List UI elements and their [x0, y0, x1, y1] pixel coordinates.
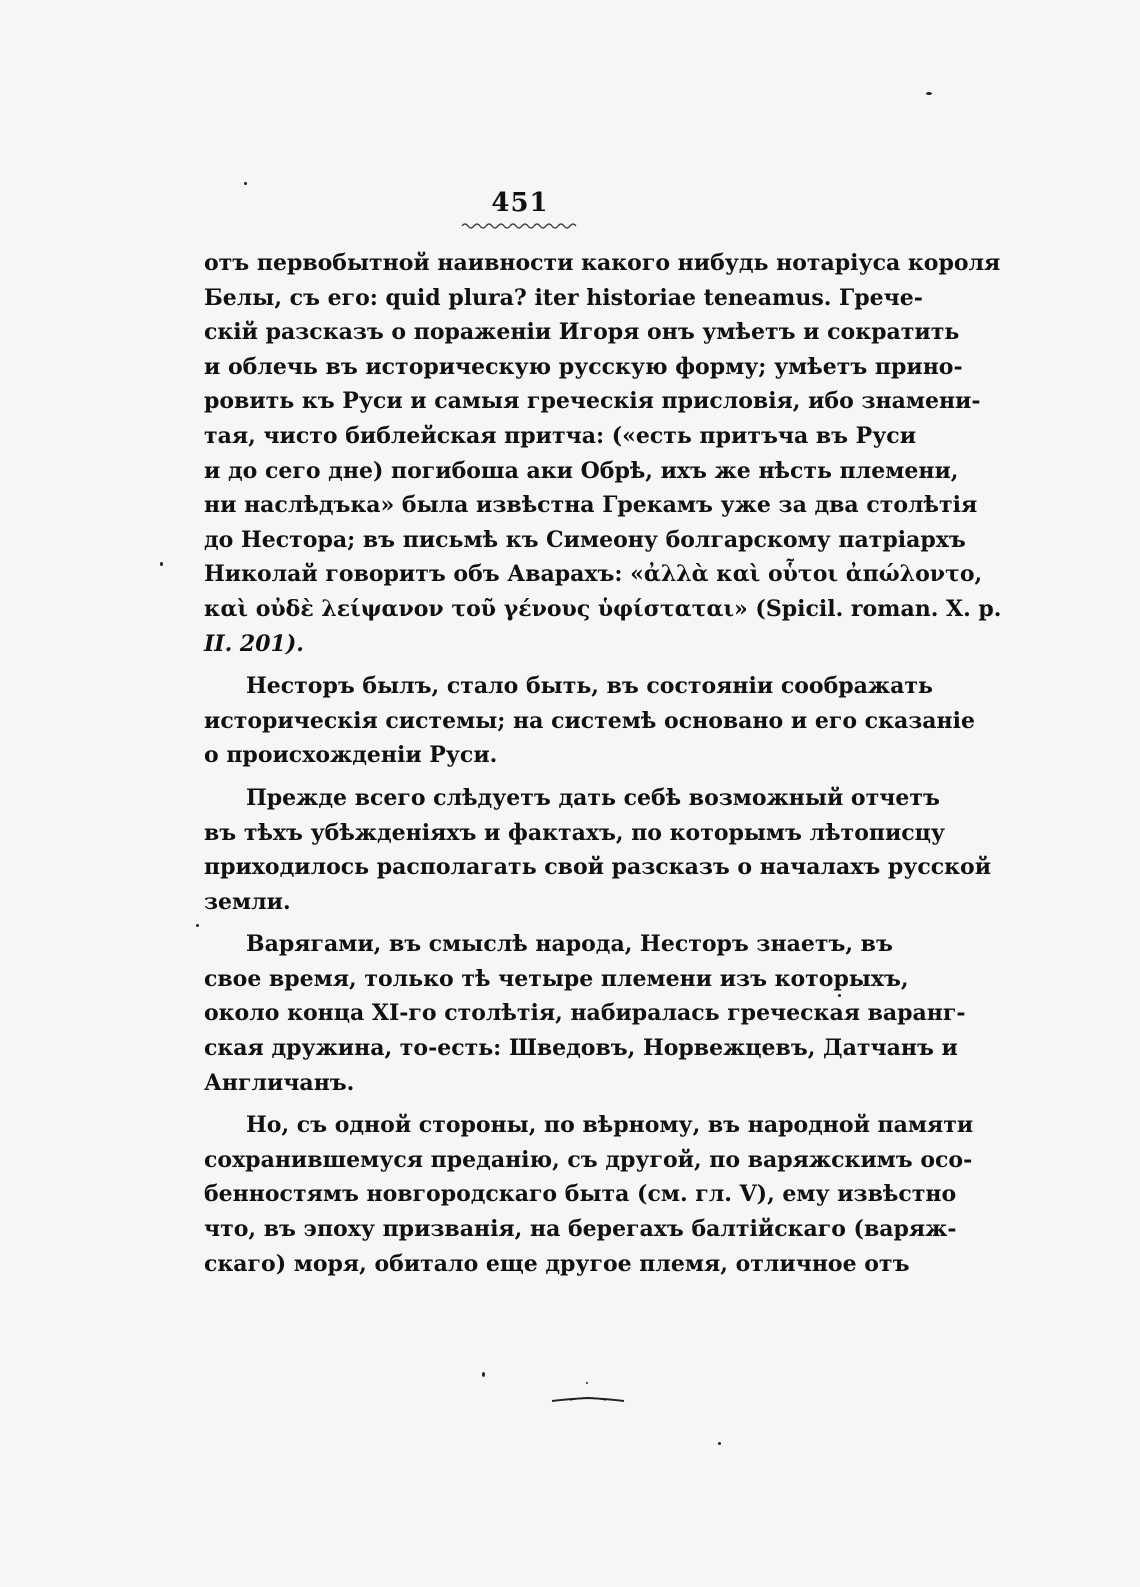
text-line: историческія системы; на системѣ основано и его сказаніе: [204, 707, 975, 734]
text-line: Но, съ одной стороны, по вѣрному, въ народной памяти: [246, 1112, 974, 1139]
scan-speck: [926, 92, 932, 95]
scan-speck: [196, 924, 199, 927]
text-line: καὶ οὐδὲ λείψανον τοῦ γένους ὑφίσταται» (Spicil. roman. X. p.: [204, 595, 1002, 622]
text-line: Варягами, въ смыслѣ народа, Несторъ знаетъ, въ: [246, 931, 893, 958]
text-line: ская дружина, то-есть: Шведовъ, Норвежцевъ, Датчанъ и: [204, 1035, 958, 1062]
paragraph-4: [204, 927, 966, 1100]
text-line: сохранившемуся преданію, съ другой, по варяжскимъ осо-: [204, 1146, 973, 1173]
text-line: бенностямъ новгородскаго быта (см. гл. V), ему извѣстно: [204, 1181, 957, 1208]
paragraph-1: [204, 246, 1002, 661]
text-line: тая, чисто библейская притча: («есть притъча въ Руси: [204, 422, 917, 449]
paragraph-3: [204, 781, 992, 919]
text-line: Англичанъ.: [204, 1069, 355, 1096]
text-line: ровить къ Руси и самыя греческія присловія, ибо знамени-: [204, 388, 981, 415]
paragraph-2: [204, 669, 975, 773]
body-text: [204, 246, 1002, 1281]
scan-speck: [718, 1442, 721, 1445]
page-number: 451: [491, 188, 549, 218]
scan-speck: [244, 182, 247, 185]
text-line: Прежде всего слѣдуетъ дать себѣ возможный отчетъ: [246, 784, 940, 811]
scan-speck: [838, 994, 841, 997]
text-line: въ тѣхъ убѣжденіяхъ и фактахъ, по которымъ лѣтописцу: [204, 819, 946, 846]
text-line: II. 201).: [204, 630, 304, 657]
text-line: о происхожденіи Руси.: [204, 742, 498, 769]
text-line: отъ первобытной наивности какого нибудь нотаріуса короля: [204, 250, 1001, 276]
text-line: до Нестора; въ письмѣ къ Симеону болгарскому патріархъ: [204, 526, 966, 553]
bottom-flourish-ornament: [548, 1394, 628, 1406]
paragraph-5: [204, 1108, 974, 1281]
text-line: что, въ эпоху призванія, на берегахъ балтійскаго (варяж-: [204, 1216, 957, 1243]
text-line: скаго) моря, обитало еще другое племя, отличное отъ: [204, 1250, 910, 1277]
text-line: и облечь въ историческую русскую форму; умѣетъ прино-: [204, 353, 963, 380]
text-line: и до сего дне) погибоша аки Обрѣ, ихъ же нѣсть племени,: [204, 457, 959, 484]
text-line: приходилось располагать свой разсказъ о началахъ русской: [204, 854, 992, 881]
scan-speck: [160, 562, 163, 566]
wavy-rule-ornament: [462, 222, 578, 230]
text-line: Несторъ былъ, стало быть, въ состояніи соображать: [246, 673, 933, 700]
text-line: Николай говоритъ объ Аварахъ: «ἀλλὰ καὶ οὗτοι ἀπώλοντο,: [204, 561, 983, 588]
text-line: земли.: [204, 888, 291, 915]
scan-speck: [586, 1382, 588, 1384]
text-line: ни наслѣдъка» была извѣстна Грекамъ уже за два столѣтія: [204, 492, 978, 519]
scan-speck: [482, 1372, 485, 1377]
text-line: около конца XI-го столѣтія, набиралась греческая варанг-: [204, 1000, 966, 1027]
text-line: свое время, только тѣ четыре племени изъ которыхъ,: [204, 965, 909, 992]
text-line: Белы, съ его: quid plura? iter historiae teneamus. Грече-: [204, 284, 923, 311]
text-line: скій разсказъ о пораженіи Игоря онъ умѣетъ и сократить: [204, 319, 960, 346]
